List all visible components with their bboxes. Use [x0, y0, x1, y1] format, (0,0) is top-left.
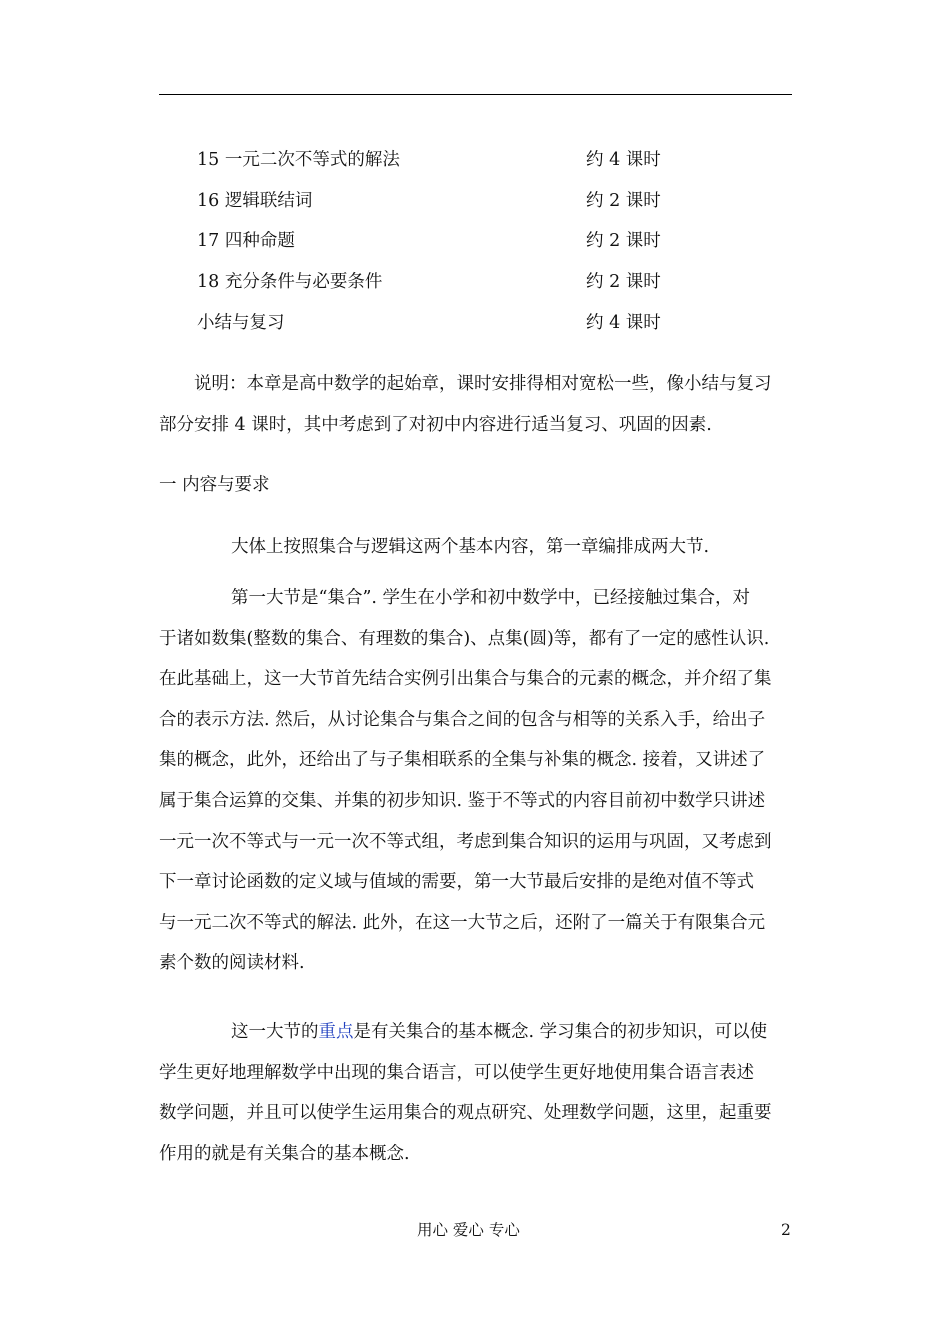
schedule-row: [197, 189, 717, 213]
paragraph-line: 下一章讨论函数的定义域与值域的需要，第一大节最后安排的是绝对值不等式: [159, 872, 754, 893]
schedule-item-hours: 约 2 课时: [586, 191, 661, 211]
paragraph-line: 一元一次不等式与一元一次不等式组，考虑到集合知识的运用与巩固，又考虑到: [159, 831, 772, 852]
schedule-item-hours: 约 2 课时: [586, 272, 661, 292]
schedule-row: [197, 270, 717, 294]
paragraph-line: 属于集合运算的交集、并集的初步知识. 鉴于不等式的内容目前初中数学只讲述: [159, 790, 766, 811]
keyword-highlight: 重点: [318, 1022, 354, 1042]
paragraph-line: 集的概念，此外，还给出了与子集相联系的全集与补集的概念. 接着，又讲述了: [159, 750, 766, 771]
schedule-item-hours: 约 2 课时: [586, 231, 661, 251]
note-line: 说明：本章是高中数学的起始章，课时安排得相对宽松一些，像小结与复习: [194, 374, 772, 394]
key-point-paragraph: [159, 1012, 794, 1174]
footer-motto: 用心 爱心 专心: [417, 1221, 520, 1239]
schedule-item-name: 小结与复习: [197, 313, 285, 333]
schedule-item-hours: 约 4 课时: [586, 313, 661, 333]
note-line: 部分安排 4 课时，其中考虑到了对初中内容进行适当复习、巩固的因素.: [159, 414, 712, 435]
header-rule: [159, 94, 792, 95]
schedule-row: [197, 311, 717, 335]
paragraph-line: [159, 1012, 794, 1053]
paragraph-prefix: 这一大节的: [231, 1022, 319, 1042]
schedule-row: [197, 148, 717, 172]
schedule-row: [197, 229, 717, 253]
page-number: 2: [781, 1221, 791, 1239]
set-section-paragraph: [159, 578, 794, 984]
schedule-item-hours: 约 4 课时: [586, 150, 661, 170]
schedule-item-name: 16 逻辑联结词: [197, 191, 313, 211]
paragraph-line: 于诸如数集(整数的集合、有理数的集合)、点集(圆)等，都有了一定的感性认识.: [159, 628, 770, 649]
paragraph-line: 数学问题，并且可以使学生运用集合的观点研究、处理数学问题，这里，起重要: [159, 1103, 772, 1124]
paragraph-line: 合的表示方法. 然后，从讨论集合与集合之间的包含与相等的关系入手，给出子: [159, 709, 766, 730]
intro-paragraph: [159, 527, 794, 568]
schedule-item-name: 18 充分条件与必要条件: [197, 272, 383, 292]
note-paragraph: [159, 364, 794, 445]
paragraph-line: 素个数的阅读材料.: [159, 953, 305, 974]
paragraph-line: 作用的就是有关集合的基本概念.: [159, 1143, 410, 1164]
paragraph-line: 与一元二次不等式的解法. 此外，在这一大节之后，还附了一篇关于有限集合元: [159, 912, 766, 933]
paragraph-first-line-rest: 是有关集合的基本概念. 学习集合的初步知识，可以使: [353, 1022, 768, 1042]
schedule-item-name: 17 四种命题: [197, 231, 295, 251]
schedule-item-name: 15 一元二次不等式的解法: [197, 150, 400, 170]
paragraph-line: 第一大节是“集合”. 学生在小学和初中数学中，已经接触过集合，对: [231, 588, 751, 608]
section-heading: 一 内容与要求: [159, 475, 270, 495]
paragraph-line: 在此基础上，这一大节首先结合实例引出集合与集合的元素的概念，并介绍了集: [159, 669, 772, 690]
intro-line: 大体上按照集合与逻辑这两个基本内容，第一章编排成两大节.: [231, 537, 710, 557]
paragraph-line: 学生更好地理解数学中出现的集合语言，可以使学生更好地使用集合语言表述: [159, 1062, 754, 1083]
